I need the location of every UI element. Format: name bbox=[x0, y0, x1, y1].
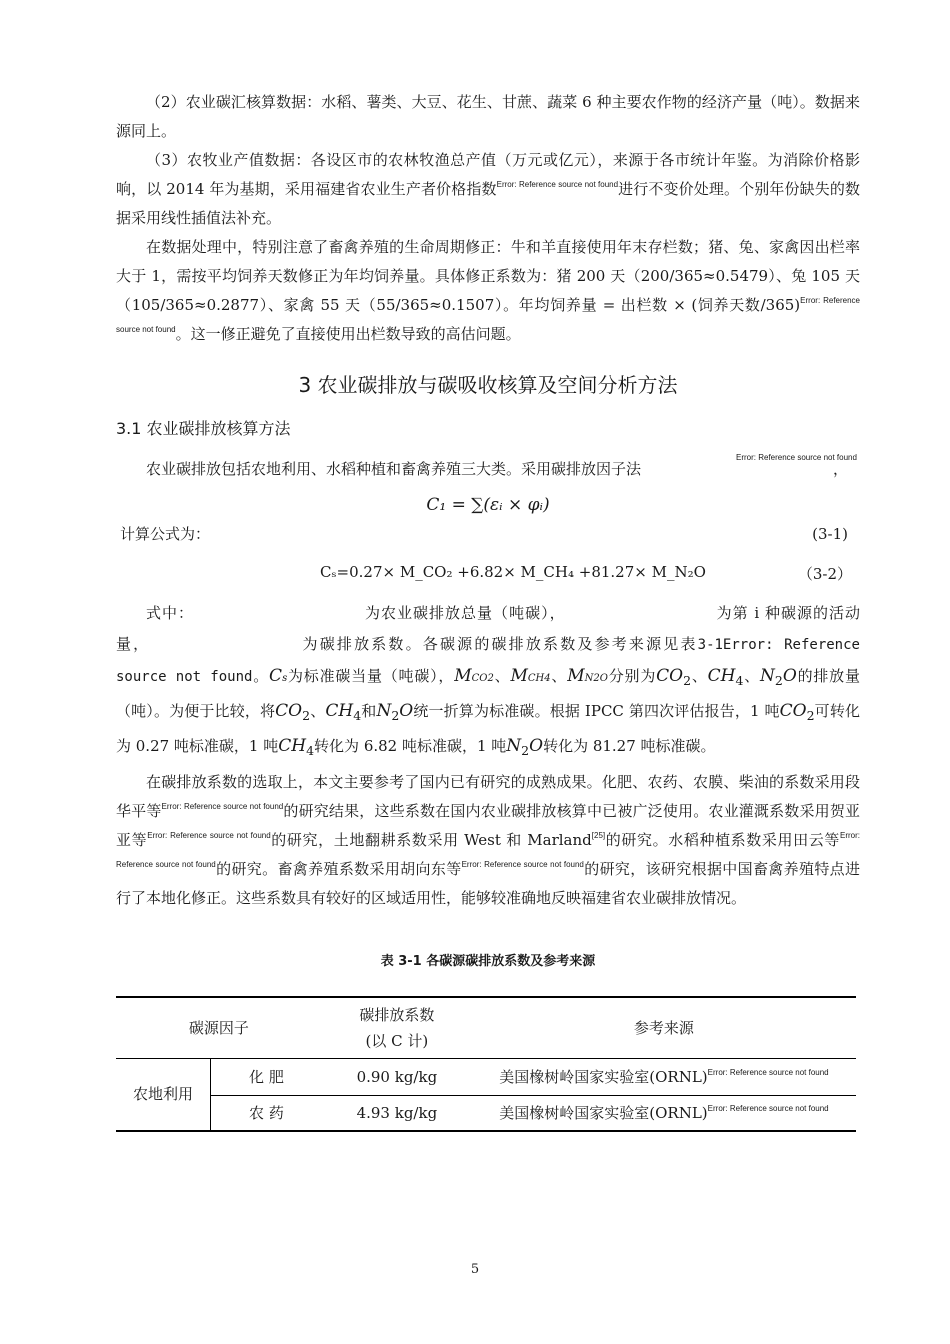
citation-error: Error: Reference source not found bbox=[461, 860, 584, 869]
table-caption: 表 3-1 各碳源碳排放系数及参考来源 bbox=[380, 954, 596, 969]
table-header-row bbox=[116, 997, 856, 1059]
equation-number-3-2: （3-2） bbox=[797, 565, 852, 583]
citation-error: Error: Reference source not found bbox=[496, 180, 619, 189]
table-row bbox=[116, 1059, 856, 1096]
reference-cell: 美国橡树岭国家实验室(ORNL)$^{Error: Reference source not found}$ bbox=[499, 1103, 829, 1122]
citation-error: Error: Reference source not found bbox=[161, 802, 284, 811]
section-heading: 3 农业碳排放与碳吸收核算及空间分析方法 bbox=[298, 373, 678, 397]
calc-label: 计算公式为： bbox=[120, 525, 211, 543]
citation-error: Error: Reference source not found bbox=[147, 831, 271, 840]
header-reference: 参考来源 bbox=[633, 1018, 694, 1037]
item-cell: 农 药 bbox=[249, 1103, 284, 1122]
emission-coefficient-table bbox=[116, 996, 856, 1132]
formula-3-1-label-row bbox=[116, 518, 860, 548]
coefficient-cell: 4.93 kg/kg bbox=[356, 1103, 438, 1122]
subsection-heading: 3.1 农业碳排放核算方法 bbox=[116, 419, 291, 438]
paragraph-crop-yield: （2）农业碳汇核算数据：水稻、薯类、大豆、花生、甘蔗、蔬菜 6 种主要农作物的经济产量（吨）。数据来源同上。 bbox=[116, 93, 860, 140]
formula-3-1 bbox=[116, 492, 860, 518]
page-number: 5 bbox=[470, 1262, 480, 1277]
citation-error: Error: Reference source not found bbox=[116, 831, 861, 869]
formula-c1: C₁ = ∑(εᵢ × φᵢ) bbox=[426, 495, 550, 515]
formula-3-2-row bbox=[116, 556, 860, 590]
paragraph-coefficients: 在碳排放系数的选取上，本文主要参考了国内已有研究的成熟成果。化肥、农药、农膜、柴油的系数采用段华平等$^{Error: Reference source not found}$的研究结果，这些系数在国内农业碳排放核算中已被广泛使用。农业灌溉系数采用贺亚亚等$^{Error: Reference source not found}$的研究，土地翻耕系数采用 West 和 Marland[25]的研究。水稻种植系数采用田云等$^{Error: Reference source not found}$的研究。畜禽养殖系数采用胡向东等$^{Error: Reference source not found}$的研究，该研究根据中国畜禽养殖特点进行了本地化修正。这些系数具有较好的区域适用性，能够较准确地反映福建省农业碳排放情况。 bbox=[116, 773, 861, 907]
coefficient-cell: 0.90 kg/kg bbox=[356, 1067, 438, 1086]
citation-error: Error: Reference source not found bbox=[116, 296, 860, 334]
citation-ref: [25] bbox=[591, 831, 606, 840]
paragraph-emission-intro: 农业碳排放包括农地利用、水稻种植和畜禽养殖三大类。采用碳排放因子法 Error: Reference source not found ， bbox=[146, 453, 857, 478]
citation-error: Error: Reference source not found bbox=[736, 453, 857, 462]
paragraph-output-value: （3）农牧业产值数据：各设区市的农林牧渔总产值（万元或亿元），来源于各市统计年鉴。为消除价格影响，以 2014 年为基期，采用福建省农业生产者价格指数$^{Error: Reference source not found}$进行不变价处理。个别年份缺失的数据采用线性插值法补充。 bbox=[116, 151, 860, 227]
paragraph-definitions: 式中： 为农业碳排放总量（吨碳）， 为第 i 种碳源的活动量， 为碳排放系数。各碳源的碳排放系数及参考来源见表3-1Error: Reference source not found。Cs为标准碳当量（吨碳），MCO2、MCH4、MN2O分别为$CO_2$、$CH_4$、$N_2O$的排放量（吨）。为便于比较，将$CO_2$、$CH_4$和$N_2O$统一折算为标准碳。根据 IPCC 第四次评估报告，1 吨$CO_2$可转化为 0.27 吨标准碳，1 吨$CH_4$转化为 6.82 吨标准碳，1 吨$N_2O$转化为 81.27 吨标准碳。 bbox=[116, 604, 860, 758]
formula-cs: Cₛ=0.27× M_CO₂ +6.82× M_CH₄ +81.27× M_N₂O bbox=[320, 563, 706, 581]
equation-number-3-1: (3-1) bbox=[812, 525, 848, 543]
table-row bbox=[116, 1096, 856, 1132]
header-coefficient: 碳排放系数 (以 C 计) bbox=[359, 1006, 435, 1050]
paragraph-livestock-correction: 在数据处理中，特别注意了畜禽养殖的生命周期修正：牛和羊直接使用年末存栏数；猪、兔、家禽因出栏率大于 1，需按平均饲养天数修正为年均饲养量。具体修正系数为：猪 200 天（200/365≈0.5479）、兔 105 天（105/365≈0.2877）、家禽 55 天（55/365≈0.1507）。年均饲养量 = 出栏数 × (饲养天数/365)$^{Error: Reference source not found}$。这一修正避免了直接使用出栏数导致的高估问题。 bbox=[116, 238, 860, 343]
header-source: 碳源因子 bbox=[188, 1018, 249, 1037]
group-cell: 农地利用 bbox=[116, 1059, 211, 1132]
item-cell: 化 肥 bbox=[249, 1067, 284, 1086]
document-page bbox=[116, 88, 860, 1132]
reference-cell: 美国橡树岭国家实验室(ORNL)$^{Error: Reference source not found}$ bbox=[499, 1067, 829, 1086]
